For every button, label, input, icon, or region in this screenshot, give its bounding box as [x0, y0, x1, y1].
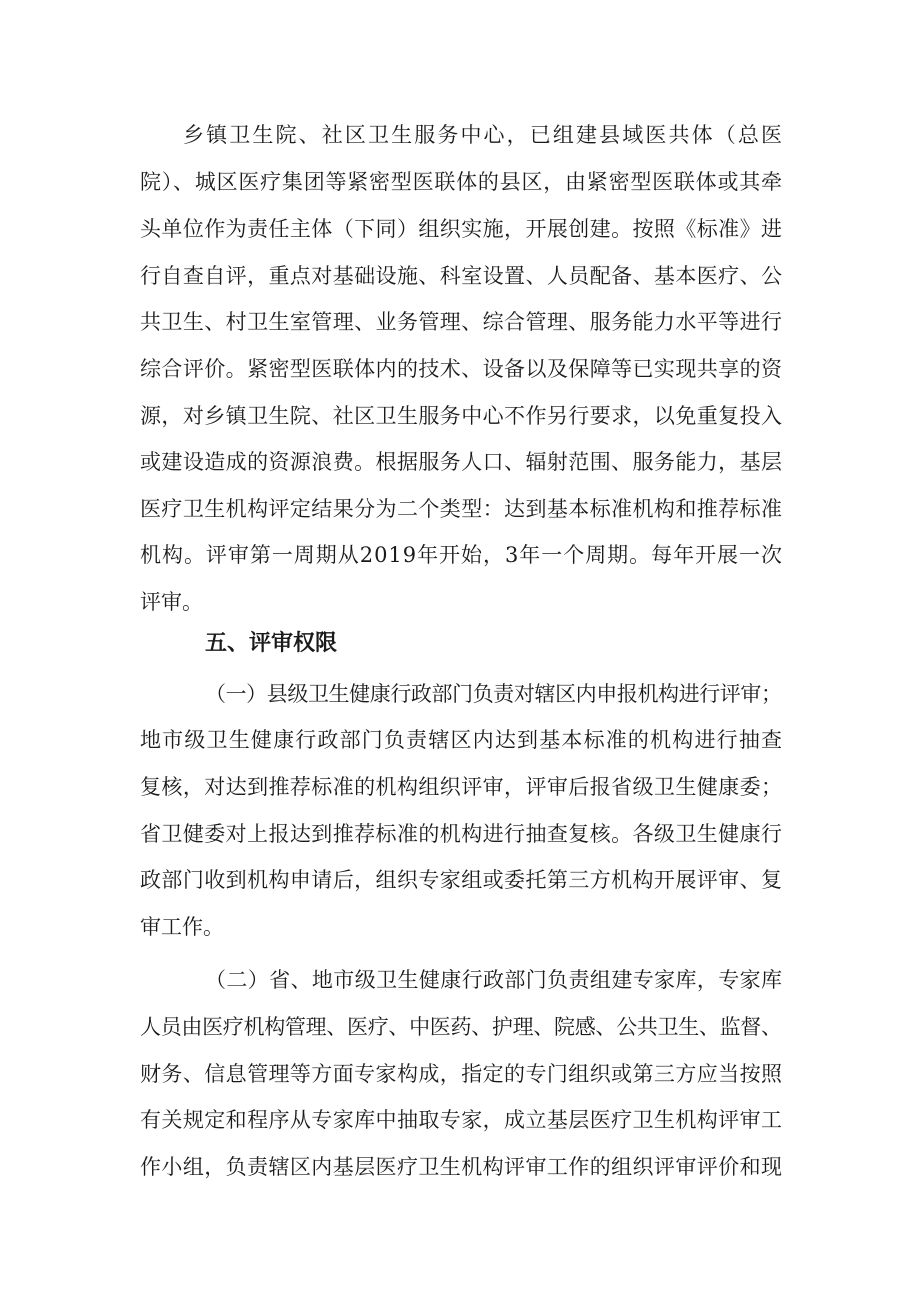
- text-line: 地市级卫生健康行政部门负责辖区内达到基本标准的机构进行抽查: [140, 728, 784, 752]
- section-heading: 五、评审权限: [205, 631, 338, 656]
- text-line: 综合评价。紧密型医联体内的技术、设备以及保障等已实现共享的资: [140, 357, 783, 381]
- text-line: 政部门收到机构申请后，组织专家组或委托第三方机构开展评审、复: [140, 868, 783, 892]
- text-line: 作小组，负责辖区内基层医疗卫生机构评审工作的组织评审评价和现: [140, 1155, 783, 1179]
- text-line: 有关规定和程序从专家库中抽取专家，成立基层医疗卫生机构评审工: [140, 1108, 783, 1132]
- text-line: 医疗卫生机构评定结果分为二个类型：达到基本标准机构和推荐标准: [140, 497, 783, 521]
- text-line: 评审。: [140, 590, 203, 614]
- text-line: 省卫健委对上报达到推荐标准的机构进行抽查复核。各级卫生健康行: [140, 822, 783, 846]
- text-line: 行自查自评，重点对基础设施、科室设置、人员配备、基本医疗、公: [140, 264, 783, 288]
- text-line: 共卫生、村卫生室管理、业务管理、综合管理、服务能力水平等进行: [140, 310, 783, 334]
- text-line: 头单位作为责任主体（下同）组织实施，开展创建。按照《标准》进: [140, 217, 783, 241]
- text-line: 乡镇卫生院、社区卫生服务中心，已组建县域医共体（总医: [183, 123, 785, 147]
- text-line: 机构。评审第一周期从2019年开始，3年一个周期。每年开展一次: [140, 543, 783, 567]
- text-line: 复核，对达到推荐标准的机构组织评审，评审后报省级卫生健康委；: [140, 775, 783, 799]
- text-line: （二）省、地市级卫生健康行政部门负责组建专家库，专家库: [205, 968, 783, 992]
- text-line: 院）、城区医疗集团等紧密型医联体的县区，由紧密型医联体或其牵: [140, 170, 783, 194]
- text-line: 财务、信息管理等方面专家构成，指定的专门组织或第三方应当按照: [140, 1062, 783, 1086]
- text-line: 审工作。: [140, 915, 224, 939]
- text-line: 人员由医疗机构管理、医疗、中医药、护理、院感、公共卫生、监督、: [140, 1015, 782, 1039]
- text-line: （一）县级卫生健康行政部门负责对辖区内申报机构进行评审；: [205, 682, 782, 706]
- text-line: 源，对乡镇卫生院、社区卫生服务中心不作另行要求，以免重复投入: [140, 404, 783, 428]
- text-line: 或建设造成的资源浪费。根据服务人口、辐射范围、服务能力，基层: [140, 450, 783, 474]
